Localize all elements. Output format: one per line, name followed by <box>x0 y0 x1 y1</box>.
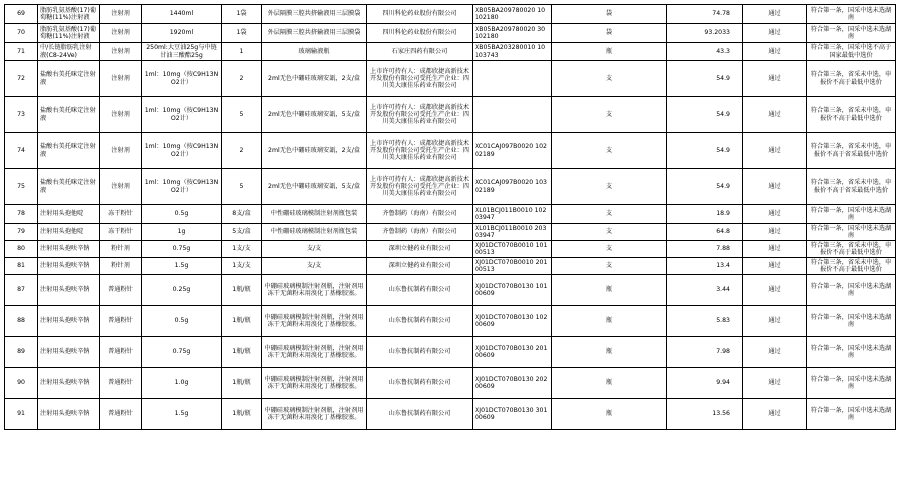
unit-cell: 袋 <box>552 5 667 24</box>
packaging-material-cell: 中硼硅玻璃模制注射剂瓶，注射剂用冻干无菌粉末用溴化丁基橡胶塞。 <box>262 306 367 337</box>
review-status-cell: 通过 <box>743 275 807 306</box>
unit-cell: 瓶 <box>552 306 667 337</box>
unit-cell: 支 <box>552 133 667 169</box>
packaging-material-cell: 中硼硅玻璃模制注射剂瓶，注射剂用冻干无菌粉末用溴化丁基橡胶塞。 <box>262 275 367 306</box>
row-number-cell: 72 <box>5 61 38 97</box>
specification-cell: 1440ml <box>142 5 222 24</box>
review-note-cell: 符合第一条，国采中选未选湖南 <box>807 224 896 241</box>
drug-code-cell: XC01CAJ097B0020 10202189 <box>473 133 552 169</box>
drug-code-cell: XJ01DCT070B0130 30100609 <box>473 399 552 430</box>
review-status-cell: 通过 <box>743 306 807 337</box>
review-status-cell: 通过 <box>743 337 807 368</box>
price-cell: 13.56 <box>667 399 743 430</box>
manufacturer-cell: 上市许可持有人：成都欣捷高新技术开发股份有限公司受托生产企业：四川美大康佳乐药业有限公司 <box>367 97 473 133</box>
price-cell: 18.9 <box>667 205 743 224</box>
drug-list-table <box>4 4 896 430</box>
review-status-cell: 通过 <box>743 241 807 258</box>
manufacturer-cell: 上市许可持有人：成都欣捷高新技术开发股份有限公司受托生产企业：四川美大康佳乐药业有限公司 <box>367 169 473 205</box>
review-note-cell: 符合第三条，国采中选不高于国家最低中选价 <box>807 43 896 61</box>
drug-name-cell: 注射用头孢他啶 <box>38 224 100 241</box>
drug-code-cell: XJ01DCT070B0130 20100609 <box>473 337 552 368</box>
review-status-cell: 通过 <box>743 97 807 133</box>
review-status-cell: 通过 <box>743 399 807 430</box>
review-status-cell: 通过 <box>743 43 807 61</box>
unit-cell: 支 <box>552 169 667 205</box>
packaging-material-cell: 2ml无色中硼硅玻璃安瓿，2支/盒 <box>262 133 367 169</box>
package-quantity-cell: 1袋 <box>222 5 262 24</box>
package-quantity-cell: 5 <box>222 169 262 205</box>
unit-cell: 瓶 <box>552 43 667 61</box>
packaging-material-cell: 中性硼硅玻璃模制注射剂瓶包装 <box>262 224 367 241</box>
specification-cell: 0.75g <box>142 241 222 258</box>
review-status-cell: 通过 <box>743 61 807 97</box>
unit-cell: 支 <box>552 205 667 224</box>
drug-name-cell: 注射用头孢呋辛钠 <box>38 258 100 275</box>
table-row <box>5 399 896 430</box>
price-cell: 54.9 <box>667 61 743 97</box>
table-row <box>5 24 896 43</box>
dosage-form-cell: 注射剂 <box>100 169 142 205</box>
manufacturer-cell: 上市许可持有人：成都欣捷高新技术开发股份有限公司受托生产企业：四川美大康佳乐药业有限公司 <box>367 133 473 169</box>
package-quantity-cell: 8支/盒 <box>222 205 262 224</box>
drug-code-cell: XJ01DCT070B0130 10100609 <box>473 275 552 306</box>
packaging-material-cell: 玻璃输液瓶 <box>262 43 367 61</box>
drug-name-cell: 盐酸右美托咪定注射液 <box>38 133 100 169</box>
package-quantity-cell: 1支/支 <box>222 258 262 275</box>
package-quantity-cell: 1袋 <box>222 24 262 43</box>
drug-code-cell: XL01BCJ011B0010 20303947 <box>473 224 552 241</box>
unit-cell: 支 <box>552 97 667 133</box>
packaging-material-cell: 中性硼硅玻璃模制注射剂瓶包装 <box>262 205 367 224</box>
review-note-cell: 符合第三条，省采未中选，申报价不高于省采最低中选价 <box>807 169 896 205</box>
price-cell: 7.88 <box>667 241 743 258</box>
dosage-form-cell: 普通粉针 <box>100 337 142 368</box>
manufacturer-cell: 上市许可持有人：成都欣捷高新技术开发股份有限公司受托生产企业：四川美大康佳乐药业有限公司 <box>367 61 473 97</box>
row-number-cell: 81 <box>5 258 38 275</box>
review-status-cell: 通过 <box>743 205 807 224</box>
table-row <box>5 133 896 169</box>
drug-code-cell: XJ01DCT070B0130 10200609 <box>473 306 552 337</box>
review-note-cell: 符合第三条，省采未中选，申报价不高于最低中选价 <box>807 258 896 275</box>
specification-cell: 1ml：10mg（按C9H13NO2计） <box>142 133 222 169</box>
package-quantity-cell: 1瓶/瓶 <box>222 399 262 430</box>
drug-name-cell: 盐酸右美托咪定注射液 <box>38 61 100 97</box>
drug-name-cell: 注射用头孢呋辛钠 <box>38 368 100 399</box>
dosage-form-cell: 普通粉针 <box>100 306 142 337</box>
drug-name-cell: 注射用头孢他啶 <box>38 205 100 224</box>
price-cell: 64.8 <box>667 224 743 241</box>
package-quantity-cell: 1瓶/瓶 <box>222 275 262 306</box>
dosage-form-cell: 注射剂 <box>100 61 142 97</box>
manufacturer-cell: 石家庄四药有限公司 <box>367 43 473 61</box>
packaging-material-cell: 外层隔膜三腔共挤输液用三层膜袋 <box>262 24 367 43</box>
table-row <box>5 61 896 97</box>
drug-code-cell: XJ01DCT070B0130 20200609 <box>473 368 552 399</box>
specification-cell: 1.5g <box>142 258 222 275</box>
price-cell: 54.9 <box>667 133 743 169</box>
specification-cell: 1920ml <box>142 24 222 43</box>
package-quantity-cell: 2 <box>222 61 262 97</box>
packaging-material-cell: 2ml无色中硼硅玻璃安瓿，5支/盒 <box>262 97 367 133</box>
row-number-cell: 70 <box>5 24 38 43</box>
review-status-cell: 通过 <box>743 258 807 275</box>
drug-code-cell <box>473 97 552 133</box>
row-number-cell: 74 <box>5 133 38 169</box>
table-row <box>5 205 896 224</box>
drug-code-cell: XB05BA209780020 30102180 <box>473 24 552 43</box>
table-row <box>5 169 896 205</box>
packaging-material-cell: 中硼硅玻璃模制注射剂瓶，注射剂用冻干无菌粉末用溴化丁基橡胶塞。 <box>262 337 367 368</box>
table-body <box>5 5 896 430</box>
manufacturer-cell: 山东鲁抗制药有限公司 <box>367 275 473 306</box>
price-cell: 5.83 <box>667 306 743 337</box>
specification-cell: 1.0g <box>142 368 222 399</box>
row-number-cell: 79 <box>5 224 38 241</box>
dosage-form-cell: 冻干粉针 <box>100 205 142 224</box>
price-cell: 74.78 <box>667 5 743 24</box>
table-row <box>5 337 896 368</box>
row-number-cell: 80 <box>5 241 38 258</box>
review-note-cell: 符合第一条，国采中选未选湖南 <box>807 337 896 368</box>
table-row <box>5 241 896 258</box>
drug-code-cell: XB05BA209780020 10102180 <box>473 5 552 24</box>
specification-cell: 1ml：10mg（按C9H13NO2计） <box>142 97 222 133</box>
packaging-material-cell: 2ml无色中硼硅玻璃安瓿，2支/盒 <box>262 61 367 97</box>
row-number-cell: 89 <box>5 337 38 368</box>
table-row <box>5 368 896 399</box>
price-cell: 13.4 <box>667 258 743 275</box>
unit-cell: 支 <box>552 61 667 97</box>
manufacturer-cell: 四川科伦药业股份有限公司 <box>367 5 473 24</box>
drug-name-cell: 脂肪乳氨基酸(17)葡萄糖(11%)注射液 <box>38 24 100 43</box>
package-quantity-cell: 1支/支 <box>222 241 262 258</box>
packaging-material-cell: 2ml无色中硼硅玻璃安瓿，5支/盒 <box>262 169 367 205</box>
drug-code-cell <box>473 61 552 97</box>
table-row <box>5 258 896 275</box>
row-number-cell: 78 <box>5 205 38 224</box>
row-number-cell: 90 <box>5 368 38 399</box>
manufacturer-cell: 深圳立健药业有限公司 <box>367 241 473 258</box>
drug-code-cell: XL01BCJ011B0010 10203947 <box>473 205 552 224</box>
manufacturer-cell: 齐鲁制药（海南）有限公司 <box>367 224 473 241</box>
drug-code-cell: XJ01DCT070B0010 10100513 <box>473 241 552 258</box>
manufacturer-cell: 山东鲁抗制药有限公司 <box>367 368 473 399</box>
manufacturer-cell: 山东鲁抗制药有限公司 <box>367 337 473 368</box>
package-quantity-cell: 1瓶/瓶 <box>222 337 262 368</box>
table-row <box>5 224 896 241</box>
manufacturer-cell: 深圳立健药业有限公司 <box>367 258 473 275</box>
drug-code-cell: XJ01DCT070B0010 20100513 <box>473 258 552 275</box>
packaging-material-cell: 支/支 <box>262 258 367 275</box>
unit-cell: 支 <box>552 224 667 241</box>
row-number-cell: 69 <box>5 5 38 24</box>
unit-cell: 瓶 <box>552 337 667 368</box>
table-row <box>5 275 896 306</box>
review-note-cell: 符合第三条，省采未中选，申报价不高于最低中选价 <box>807 97 896 133</box>
package-quantity-cell: 1瓶/瓶 <box>222 306 262 337</box>
manufacturer-cell: 四川科伦药业股份有限公司 <box>367 24 473 43</box>
unit-cell: 瓶 <box>552 399 667 430</box>
dosage-form-cell: 注射剂 <box>100 24 142 43</box>
dosage-form-cell: 注射剂 <box>100 97 142 133</box>
row-number-cell: 91 <box>5 399 38 430</box>
packaging-material-cell: 中硼硅玻璃模制注射剂瓶，注射剂用冻干无菌粉末用溴化丁基橡胶塞。 <box>262 399 367 430</box>
price-cell: 43.3 <box>667 43 743 61</box>
table-row <box>5 5 896 24</box>
specification-cell: 0.5g <box>142 205 222 224</box>
specification-cell: 250ml:大豆油25g与中链甘油三酸酯25g <box>142 43 222 61</box>
table-row <box>5 97 896 133</box>
package-quantity-cell: 5支/盒 <box>222 224 262 241</box>
dosage-form-cell: 注射剂 <box>100 5 142 24</box>
specification-cell: 1ml：10mg（按C9H13NO2计） <box>142 169 222 205</box>
package-quantity-cell: 2 <box>222 133 262 169</box>
review-status-cell: 通过 <box>743 24 807 43</box>
review-status-cell: 通过 <box>743 169 807 205</box>
dosage-form-cell: 注射剂 <box>100 133 142 169</box>
price-cell: 3.44 <box>667 275 743 306</box>
review-note-cell: 符合第三条，省采未中选，申报价不高于最低中选价 <box>807 61 896 97</box>
dosage-form-cell: 粉针剂 <box>100 258 142 275</box>
dosage-form-cell: 普通粉针 <box>100 275 142 306</box>
manufacturer-cell: 山东鲁抗制药有限公司 <box>367 306 473 337</box>
dosage-form-cell: 冻干粉针 <box>100 224 142 241</box>
review-note-cell: 符合第一条，国采中选未选湖南 <box>807 399 896 430</box>
drug-code-cell: XB05BA203280010 10103743 <box>473 43 552 61</box>
row-number-cell: 87 <box>5 275 38 306</box>
specification-cell: 1.5g <box>142 399 222 430</box>
drug-name-cell: 盐酸右美托咪定注射液 <box>38 169 100 205</box>
dosage-form-cell: 注射剂 <box>100 43 142 61</box>
review-status-cell: 通过 <box>743 368 807 399</box>
dosage-form-cell: 普通粉针 <box>100 368 142 399</box>
review-note-cell: 符合第一条，国采中选未选湖南 <box>807 205 896 224</box>
drug-name-cell: 注射用头孢呋辛钠 <box>38 337 100 368</box>
specification-cell: 0.5g <box>142 306 222 337</box>
drug-name-cell: 中/长链脂肪乳注射液(C8-24Ve) <box>38 43 100 61</box>
unit-cell: 支 <box>552 241 667 258</box>
dosage-form-cell: 粉针剂 <box>100 241 142 258</box>
review-note-cell: 符合第三条，省采未中选，申报价不高于最低中选价 <box>807 241 896 258</box>
dosage-form-cell: 普通粉针 <box>100 399 142 430</box>
price-cell: 7.98 <box>667 337 743 368</box>
review-status-cell: 通过 <box>743 224 807 241</box>
row-number-cell: 71 <box>5 43 38 61</box>
table-row <box>5 43 896 61</box>
row-number-cell: 73 <box>5 97 38 133</box>
manufacturer-cell: 山东鲁抗制药有限公司 <box>367 399 473 430</box>
review-note-cell: 符合第一条，国采中选未选湖南 <box>807 368 896 399</box>
row-number-cell: 88 <box>5 306 38 337</box>
review-note-cell: 符合第三条，省采未中选，申报价不高于省采最低中选价 <box>807 133 896 169</box>
review-note-cell: 符合第一条，国采中选未选湖南 <box>807 5 896 24</box>
drug-name-cell: 注射用头孢呋辛钠 <box>38 241 100 258</box>
manufacturer-cell: 齐鲁制药（海南）有限公司 <box>367 205 473 224</box>
unit-cell: 支 <box>552 258 667 275</box>
table-row <box>5 306 896 337</box>
package-quantity-cell: 1 <box>222 43 262 61</box>
package-quantity-cell: 1瓶/瓶 <box>222 368 262 399</box>
specification-cell: 1g <box>142 224 222 241</box>
specification-cell: 0.75g <box>142 337 222 368</box>
package-quantity-cell: 5 <box>222 97 262 133</box>
review-status-cell: 通过 <box>743 133 807 169</box>
price-cell: 54.9 <box>667 97 743 133</box>
price-cell: 9.94 <box>667 368 743 399</box>
packaging-material-cell: 中硼硅玻璃模制注射剂瓶，注射剂用冻干无菌粉末用溴化丁基橡胶塞。 <box>262 368 367 399</box>
price-cell: 93.2033 <box>667 24 743 43</box>
packaging-material-cell: 外层隔膜三腔共挤输液用三层膜袋 <box>262 5 367 24</box>
drug-name-cell: 注射用头孢呋辛钠 <box>38 399 100 430</box>
specification-cell: 0.25g <box>142 275 222 306</box>
unit-cell: 袋 <box>552 24 667 43</box>
price-cell: 54.9 <box>667 169 743 205</box>
unit-cell: 瓶 <box>552 368 667 399</box>
drug-name-cell: 注射用头孢呋辛钠 <box>38 306 100 337</box>
specification-cell: 1ml：10mg（按C9H13NO2计） <box>142 61 222 97</box>
review-note-cell: 符合第一条，国采中选未选湖南 <box>807 275 896 306</box>
review-note-cell: 符合第一条，国采中选未选湖南 <box>807 306 896 337</box>
drug-name-cell: 盐酸右美托咪定注射液 <box>38 97 100 133</box>
review-note-cell: 符合第一条，国采中选未选湖南 <box>807 24 896 43</box>
drug-code-cell: XC01CAJ097B0020 10302189 <box>473 169 552 205</box>
unit-cell: 瓶 <box>552 275 667 306</box>
drug-name-cell: 注射用头孢呋辛钠 <box>38 275 100 306</box>
packaging-material-cell: 支/支 <box>262 241 367 258</box>
drug-name-cell: 脂肪乳氨基酸(17)葡萄糖(11%)注射液 <box>38 5 100 24</box>
review-status-cell: 通过 <box>743 5 807 24</box>
row-number-cell: 75 <box>5 169 38 205</box>
